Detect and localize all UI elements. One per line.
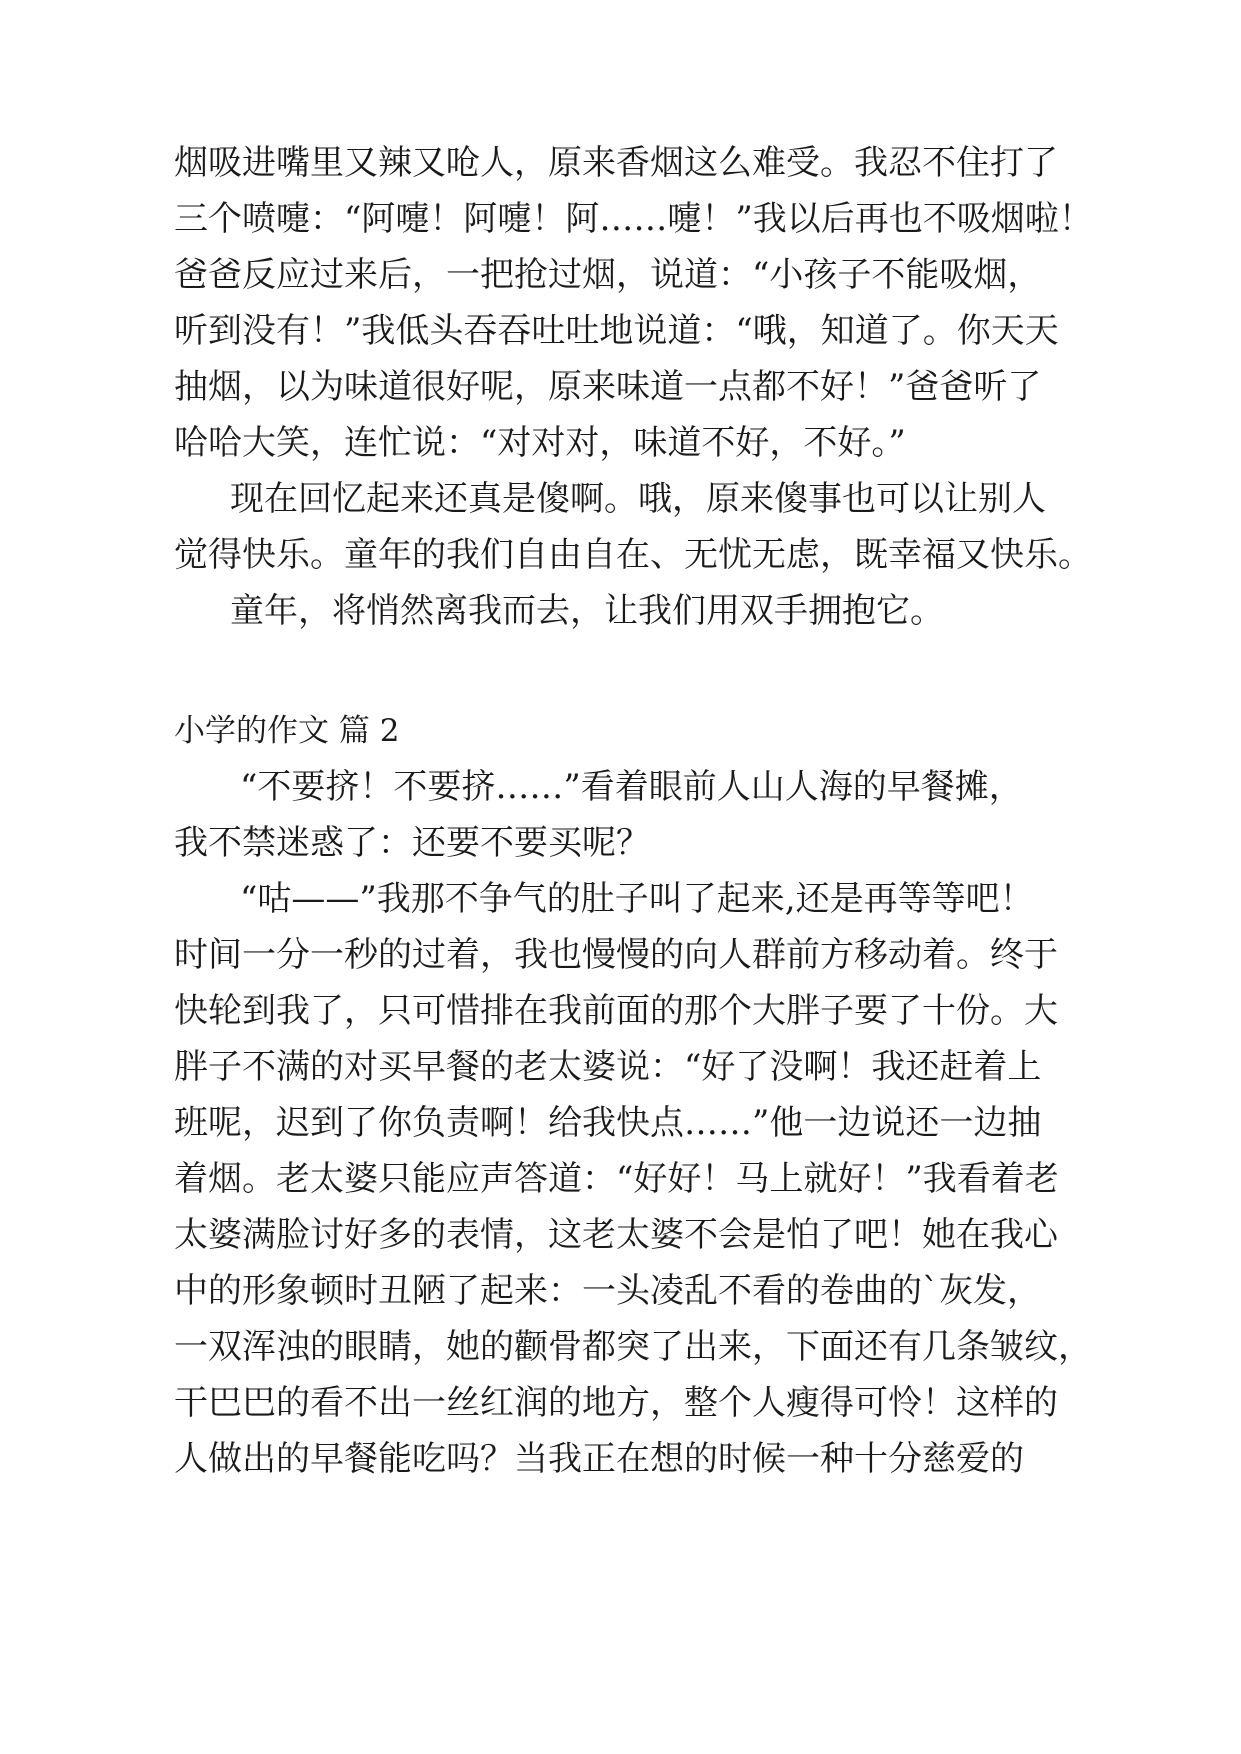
body-line: 一双浑浊的眼睛，她的颧骨都突了出来，下面还有几条皱纹， — [174, 1327, 1092, 1367]
body-line: 时间一分一秒的过着，我也慢慢的向人群前方移动着。终于 — [174, 935, 1058, 975]
body-line: 快轮到我了，只可惜排在我前面的那个大胖子要了十份。大 — [174, 991, 1058, 1031]
body-line: “咕——”我那不争气的肚子叫了起来,还是再等等吧！ — [240, 879, 1034, 919]
body-line: 着烟。老太婆只能应声答道：“好好！马上就好！”我看着老 — [174, 1159, 1059, 1199]
body-line: 觉得快乐。童年的我们自由自在、无忧无虑，既幸福又快乐。 — [174, 535, 1092, 575]
section-heading: 小学的作文 篇 2 — [174, 713, 400, 749]
body-line: 胖子不满的对买早餐的老太婆说：“好了没啊！我还赶着上 — [174, 1047, 1042, 1087]
body-line: 我不禁迷惑了：还要不要买呢？ — [174, 823, 650, 863]
body-line: 烟吸进嘴里又辣又呛人，原来香烟这么难受。我忍不住打了 — [174, 143, 1058, 183]
body-line: 人做出的早餐能吃吗？当我正在想的时候一种十分慈爱的 — [174, 1439, 1024, 1479]
body-line: 班呢，迟到了你负责啊！给我快点……”他一边说还一边抽 — [174, 1103, 1042, 1143]
body-line: “不要挤！不要挤……”看着眼前人山人海的早餐摊， — [240, 767, 1023, 807]
body-line: 抽烟，以为味道很好呢，原来味道一点都不好！”爸爸听了 — [174, 367, 1042, 407]
body-line: 干巴巴的看不出一丝红润的地方，整个人瘦得可怜！这样的 — [174, 1383, 1058, 1423]
body-line: 爸爸反应过来后，一把抢过烟，说道：“小孩子不能吸烟， — [174, 255, 1042, 295]
body-line: 哈哈大笑，连忙说：“对对对，味道不好，不好。” — [174, 423, 906, 463]
body-line: 童年，将悄然离我而去，让我们用双手拥抱它。 — [230, 591, 944, 631]
body-line: 太婆满脸讨好多的表情，这老太婆不会是怕了吧！她在我心 — [174, 1215, 1058, 1255]
body-line: 听到没有！”我低头吞吞吐吐地说道：“哦，知道了。你天天 — [174, 311, 1059, 351]
body-line: 三个喷嚏：“阿嚏！阿嚏！阿……嚏！”我以后再也不吸烟啦！ — [174, 199, 1093, 239]
body-line: 中的形象顿时丑陋了起来：一头凌乱不看的卷曲的`灰发， — [174, 1271, 1041, 1311]
body-line: 现在回忆起来还真是傻啊。哦，原来傻事也可以让别人 — [230, 479, 1046, 519]
